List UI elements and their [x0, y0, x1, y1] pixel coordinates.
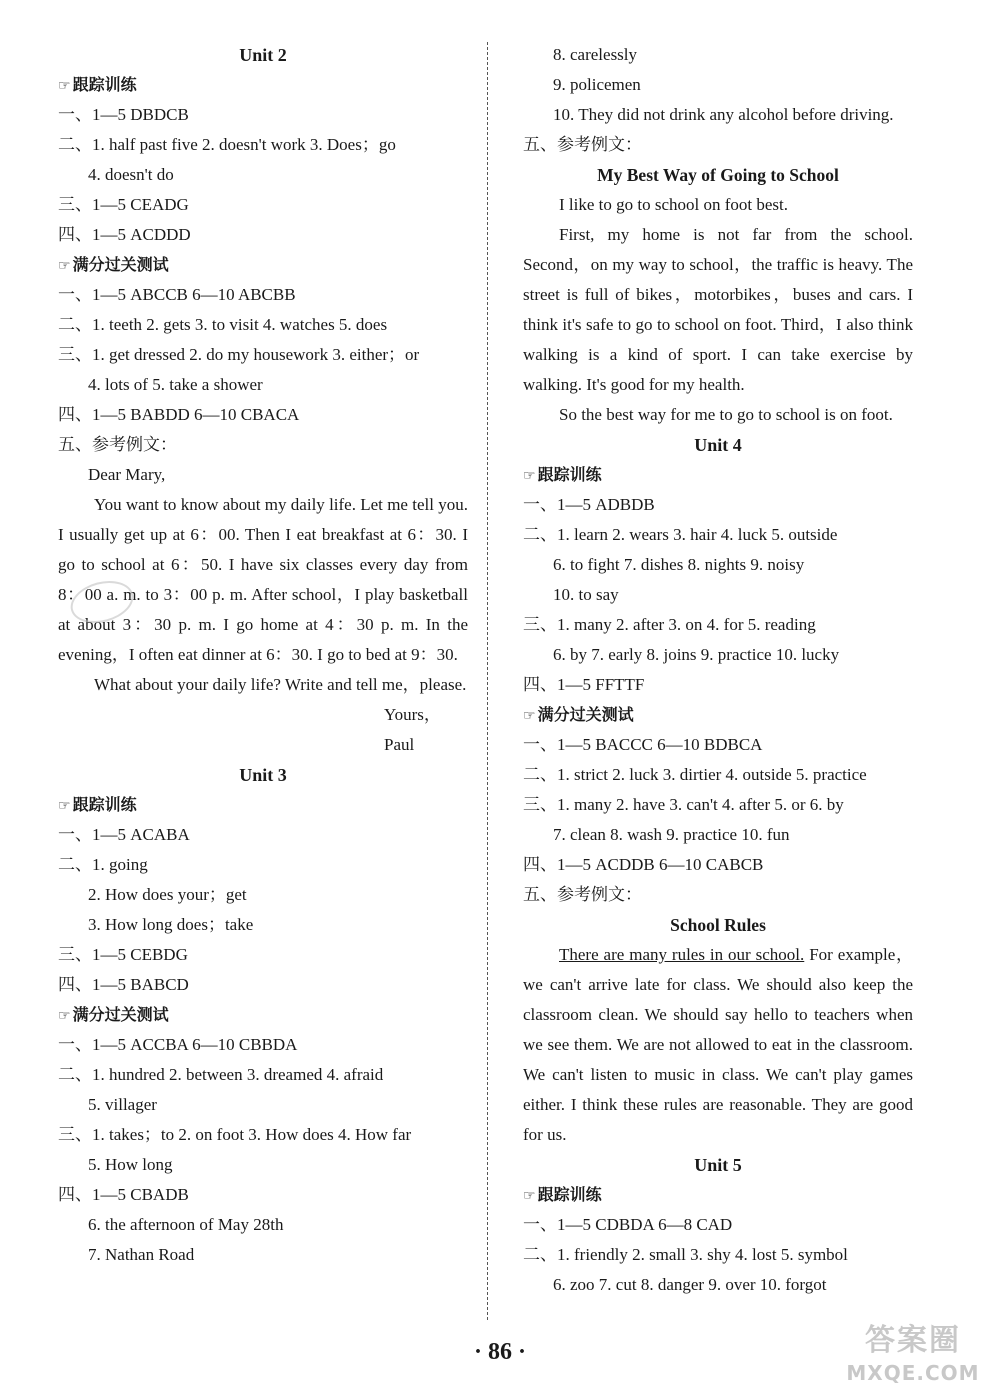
answer-line: 8. carelessly: [553, 45, 638, 64]
answer-line: 二、1. half past five 2. doesn't work 3. Does；go: [58, 135, 396, 154]
answer-line: 一、1—5 ACABA: [58, 825, 190, 844]
answer-line: 五、参考例文：: [523, 885, 642, 904]
answer-line: 4. lots of 5. take a shower: [88, 375, 263, 394]
answer-line: 2. How does your；get: [88, 885, 247, 904]
column-divider: [487, 42, 488, 1320]
answer-line: 6. to fight 7. dishes 8. nights 9. noisy: [553, 555, 805, 574]
answer-line: 3. How long does；take: [88, 915, 254, 934]
essay-title: My Best Way of Going to School: [597, 165, 839, 185]
letter-greeting: Dear Mary,: [88, 465, 166, 484]
unit-title: Unit 4: [694, 435, 742, 455]
answer-line: 三、1—5 CEADG: [58, 195, 189, 214]
answer-line: 6. zoo 7. cut 8. danger 9. over 10. forgot: [553, 1275, 827, 1294]
answer-line: 6. by 7. early 8. joins 9. practice 10. lucky: [553, 645, 840, 664]
pointing-hand-icon: ☞: [523, 468, 536, 484]
section-heading: ☞ 跟踪训练: [523, 460, 913, 490]
section-heading: ☞ 跟踪训练: [58, 790, 468, 820]
answer-line: 四、1—5 CBADB: [58, 1185, 189, 1204]
answer-line: 4. doesn't do: [88, 165, 174, 184]
section-heading: ☞ 满分过关测试: [58, 250, 468, 280]
answer-line: 一、1—5 ABCCB 6—10 ABCBB: [58, 285, 296, 304]
answer-line: 10. to say: [553, 585, 619, 604]
letter-closing: Yours，: [384, 705, 441, 724]
answer-line: 10. They did not drink any alcohol before driving.: [553, 105, 894, 124]
answer-line: 5. villager: [88, 1095, 157, 1114]
essay-paragraph: [523, 940, 913, 1150]
answer-line: 一、1—5 ADBDB: [523, 495, 655, 514]
section-heading: ☞ 跟踪训练: [58, 70, 468, 100]
answer-line: 四、1—5 ACDDB 6—10 CABCB: [523, 855, 764, 874]
unit-title: Unit 5: [694, 1155, 742, 1175]
watermark-logo: 答案圈 MXQE.COM: [846, 1323, 980, 1385]
answer-line: 二、1. hundred 2. between 3. dreamed 4. afraid: [58, 1065, 384, 1084]
answer-line: 7. clean 8. wash 9. practice 10. fun: [553, 825, 790, 844]
answer-line: 三、1. many 2. have 3. can't 4. after 5. or 6. by: [523, 795, 844, 814]
answer-line: 四、1—5 ACDDD: [58, 225, 191, 244]
answer-line: 五、参考例文：: [58, 435, 177, 454]
unit-title: Unit 3: [239, 765, 287, 785]
pointing-hand-icon: ☞: [58, 798, 71, 814]
essay-title: School Rules: [670, 915, 766, 935]
answer-line: 三、1—5 CEBDG: [58, 945, 188, 964]
answer-line: 9. policemen: [553, 75, 641, 94]
answer-line: 7. Nathan Road: [88, 1245, 195, 1264]
answer-line: 一、1—5 BACCC 6—10 BDBCA: [523, 735, 763, 754]
answer-line: 二、1. learn 2. wears 3. hair 4. luck 5. outside: [523, 525, 838, 544]
letter-paragraph: What about your daily life? Write and tell me，please.: [94, 675, 467, 694]
pointing-hand-icon: ☞: [58, 1008, 71, 1024]
section-heading: ☞ 满分过关测试: [58, 1000, 468, 1030]
answer-line: 二、1. going: [58, 855, 148, 874]
answer-line: 一、1—5 DBDCB: [58, 105, 189, 124]
answer-line: 一、1—5 ACCBA 6—10 CBBDA: [58, 1035, 298, 1054]
answer-line: 二、1. friendly 2. small 3. shy 4. lost 5. symbol: [523, 1245, 848, 1264]
letter-signer: Paul: [384, 735, 415, 754]
essay-paragraph: So the best way for me to go to school is on foot.: [559, 405, 893, 424]
answer-line: 四、1—5 BABDD 6—10 CBACA: [58, 405, 300, 424]
letter-paragraph: You want to know about my daily life. Let me tell you. I usually get up at 6：00. Then I eat breakfast at 6：30. I go to school at 6：50. I have six classes every day from 8：00 a. m. to 3：00 p. m. After school，I play basketball at about 3：30 p. m. I go home at 4：30 p. m. In the evening，I often eat dinner at 6：30. I go to bed at 9：30.: [58, 495, 468, 664]
pointing-hand-icon: ☞: [58, 78, 71, 94]
essay-paragraph: First, my home is not far from the school. Second，on my way to school，the traffic is heavy. The street is full of bikes，motorbikes，buses and cars. I think it's safe to go to school on foot. Third，I also think walking is a kind of sport. I can take exercise by walking. It's good for my health.: [523, 225, 913, 394]
answer-line: 四、1—5 BABCD: [58, 975, 189, 994]
answer-line: 5. How long: [88, 1155, 173, 1174]
underlined-topic-sentence: There are many rules in our school.: [559, 945, 805, 964]
answer-line: 三、1. many 2. after 3. on 4. for 5. reading: [523, 615, 816, 634]
section-heading: ☞ 满分过关测试: [523, 700, 913, 730]
pointing-hand-icon: ☞: [58, 258, 71, 274]
pointing-hand-icon: ☞: [523, 708, 536, 724]
answer-line: 三、1. takes；to 2. on foot 3. How does 4. How far: [58, 1125, 412, 1144]
answer-line: 二、1. teeth 2. gets 3. to visit 4. watches 5. does: [58, 315, 388, 334]
essay-body: For example，we can't arrive late for class. We should also keep the classroom clean. We should say hello to teachers when we see them. We are not allowed to eat in the classroom. We can't listen to music in class. We can't play games either. I think these rules are reasonable. They are good for us.: [523, 945, 913, 1144]
answer-line: 一、1—5 CDBDA 6—8 CAD: [523, 1215, 733, 1234]
section-heading: ☞ 跟踪训练: [523, 1180, 913, 1210]
right-column: [523, 40, 913, 1300]
answer-line: 五、参考例文：: [523, 135, 642, 154]
answer-line: 6. the afternoon of May 28th: [88, 1215, 284, 1234]
left-column: [58, 40, 468, 1270]
answer-line: 三、1. get dressed 2. do my housework 3. either；or: [58, 345, 420, 364]
page-number: · 86 ·: [473, 1339, 526, 1365]
essay-paragraph: I like to go to school on foot best.: [559, 195, 789, 214]
answer-line: 四、1—5 FFTTF: [523, 675, 645, 694]
pointing-hand-icon: ☞: [523, 1188, 536, 1204]
answer-line: 二、1. strict 2. luck 3. dirtier 4. outside 5. practice: [523, 765, 867, 784]
unit-title: Unit 2: [239, 45, 287, 65]
